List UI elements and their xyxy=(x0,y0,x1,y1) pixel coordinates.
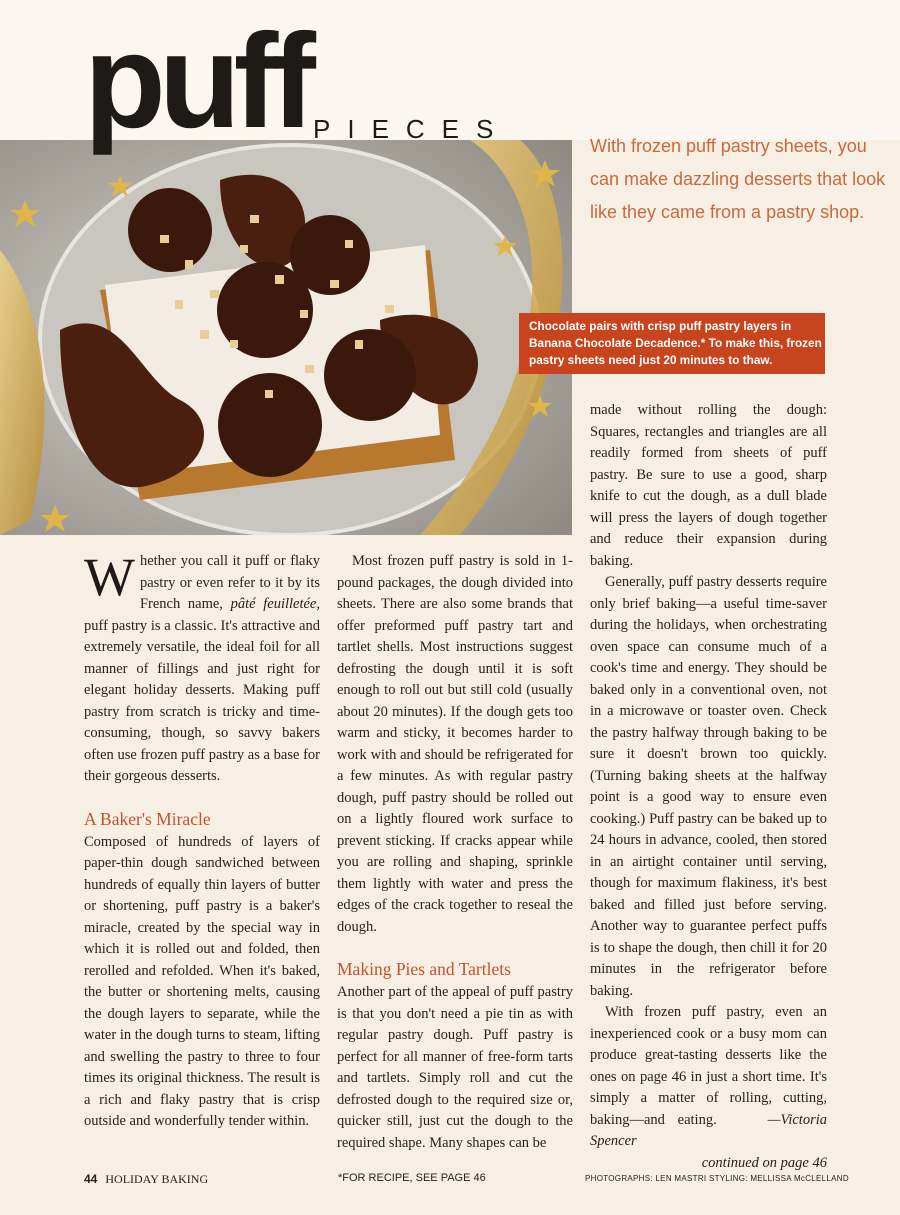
article-column-2 xyxy=(337,551,573,1154)
intro-text-end: puff pastry is a classic. It's attractive and extremely versatile, the ideal foil for all manner of fillings and just right for elegant holiday desserts. Making puff pastry from scratch is tricky and time-consuming, though, so savvy bakers often use frozen puff pastry as a base for their gorgeous desserts. xyxy=(84,617,320,784)
paragraph-7 xyxy=(590,1002,827,1153)
dessert-photo xyxy=(0,140,572,535)
deck-text: With frozen puff pastry sheets, you can make dazzling desserts that look like they came from a pastry shop. xyxy=(590,136,886,222)
paragraph-6: Generally, puff pastry desserts require only brief baking—a useful time-saver during the holidays, when orchestrating oven space can consume much of a cook's time and energy. They should be baked only in a conventional oven, not in a microwave or toaster oven. Check the pastry halfway through baking to be sure it doesn't brown too quickly. (Turning baking sheets at the halfway point is a good way to ensure even cooking.) Puff pastry can be baked up to 24 hours in advance, cooled, then stored in an airtight container until serving, though for maximum flakiness, it's best baked and filled just before serving. Another way to guarantee perfect puffs is to shape the dough, then chill it for 20 minutes in the refrigerator before baking. xyxy=(590,574,827,999)
byline: —Victoria Spencer xyxy=(590,1111,827,1149)
title-sub: PIECES xyxy=(313,114,511,144)
subhead-pies-tartlets: Making Pies and Tartlets xyxy=(337,959,511,979)
drop-cap: W xyxy=(84,547,135,607)
paragraph-4: Another part of the appeal of puff pastry is that you don't need a pie tin as with regular pastry dough. Puff pastry is perfect for all manner of free-form tarts and tartlets. Simply roll and cut the defrosted dough to the required size or, quicker still, just cut the dough to the required shape. Many shapes can be xyxy=(337,984,573,1151)
page-number: 44 xyxy=(84,1172,98,1186)
paragraph-7-text: With frozen puff pastry, even an inexperienced cook or a busy mom can produce great-tasting desserts like the ones on page 46 in just a short time. It's simply a matter of rolling, cutting, baking—and eating. xyxy=(590,1004,827,1128)
photo-caption: Chocolate pairs with crisp puff pastry layers in Banana Chocolate Decadence.* To make this, frozen pastry sheets need just 20 minutes to thaw. xyxy=(519,313,825,374)
article-column-3 xyxy=(590,400,827,1174)
intro-text-start: hether you call it puff or flaky pastry or even refer to it by its French name, xyxy=(139,553,320,612)
paragraph-5: made without rolling the dough: Squares, rectangles and triangles are all readily formed from sheets of puff pastry. Be sure to use a good, sharp knife to cut the dough, as a dull blade will press the layers of dough together and reduce their expansion during baking. xyxy=(590,402,827,569)
continued-note: continued on page 46 xyxy=(701,1154,827,1171)
article-column-1 xyxy=(84,547,320,1133)
intro-paragraph xyxy=(84,547,320,788)
intro-text-italic: pâté feuilletée, xyxy=(230,596,320,612)
title-main: puff xyxy=(84,7,309,156)
recipe-note: *FOR RECIPE, SEE PAGE 46 xyxy=(338,1172,486,1184)
paragraph-2: Composed of hundreds of layers of paper-thin dough sandwiched between hundreds of equally thin layers of butter or shortening, puff pastry is a baker's miracle, created by the special way in which it is rolled out and folded, then rerolled and refolded. When it's baked, the butter or shortening melts, causing the dough layers to separate, while the water in the dough turns to steam, lifting and swelling the pastry to three to four times its original thickness. The result is a rich and flaky pastry that is crisp outside and wonderfully tender within. xyxy=(84,833,320,1129)
footer-folio xyxy=(84,1172,208,1187)
section-name: HOLIDAY BAKING xyxy=(105,1172,209,1186)
subhead-bakers-miracle: A Baker's Miracle xyxy=(84,808,211,829)
photo-credits: PHOTOGRAPHS: LEN MASTRI STYLING: MELLISSA McCLELLAND xyxy=(585,1174,849,1183)
paragraph-3: Most frozen puff pastry is sold in 1-pound packages, the dough divided into sheets. There are also some brands that offer preformed puff pastry tart and tartlet shells. Most instructions suggest defrosting the dough until it is soft enough to roll out but still cold (usually about 20 minutes). If the dough gets too warm and sticky, it becomes harder to work with and should be refrigerated for a few minutes. As with regular pastry dough, puff pastry should be rolled out on a lightly floured work surface to prevent sticking. If cracks appear while you are rolling and shaping, sprinkle them lightly with water and press the edges of the crack together to reseal the dough. xyxy=(337,553,573,935)
